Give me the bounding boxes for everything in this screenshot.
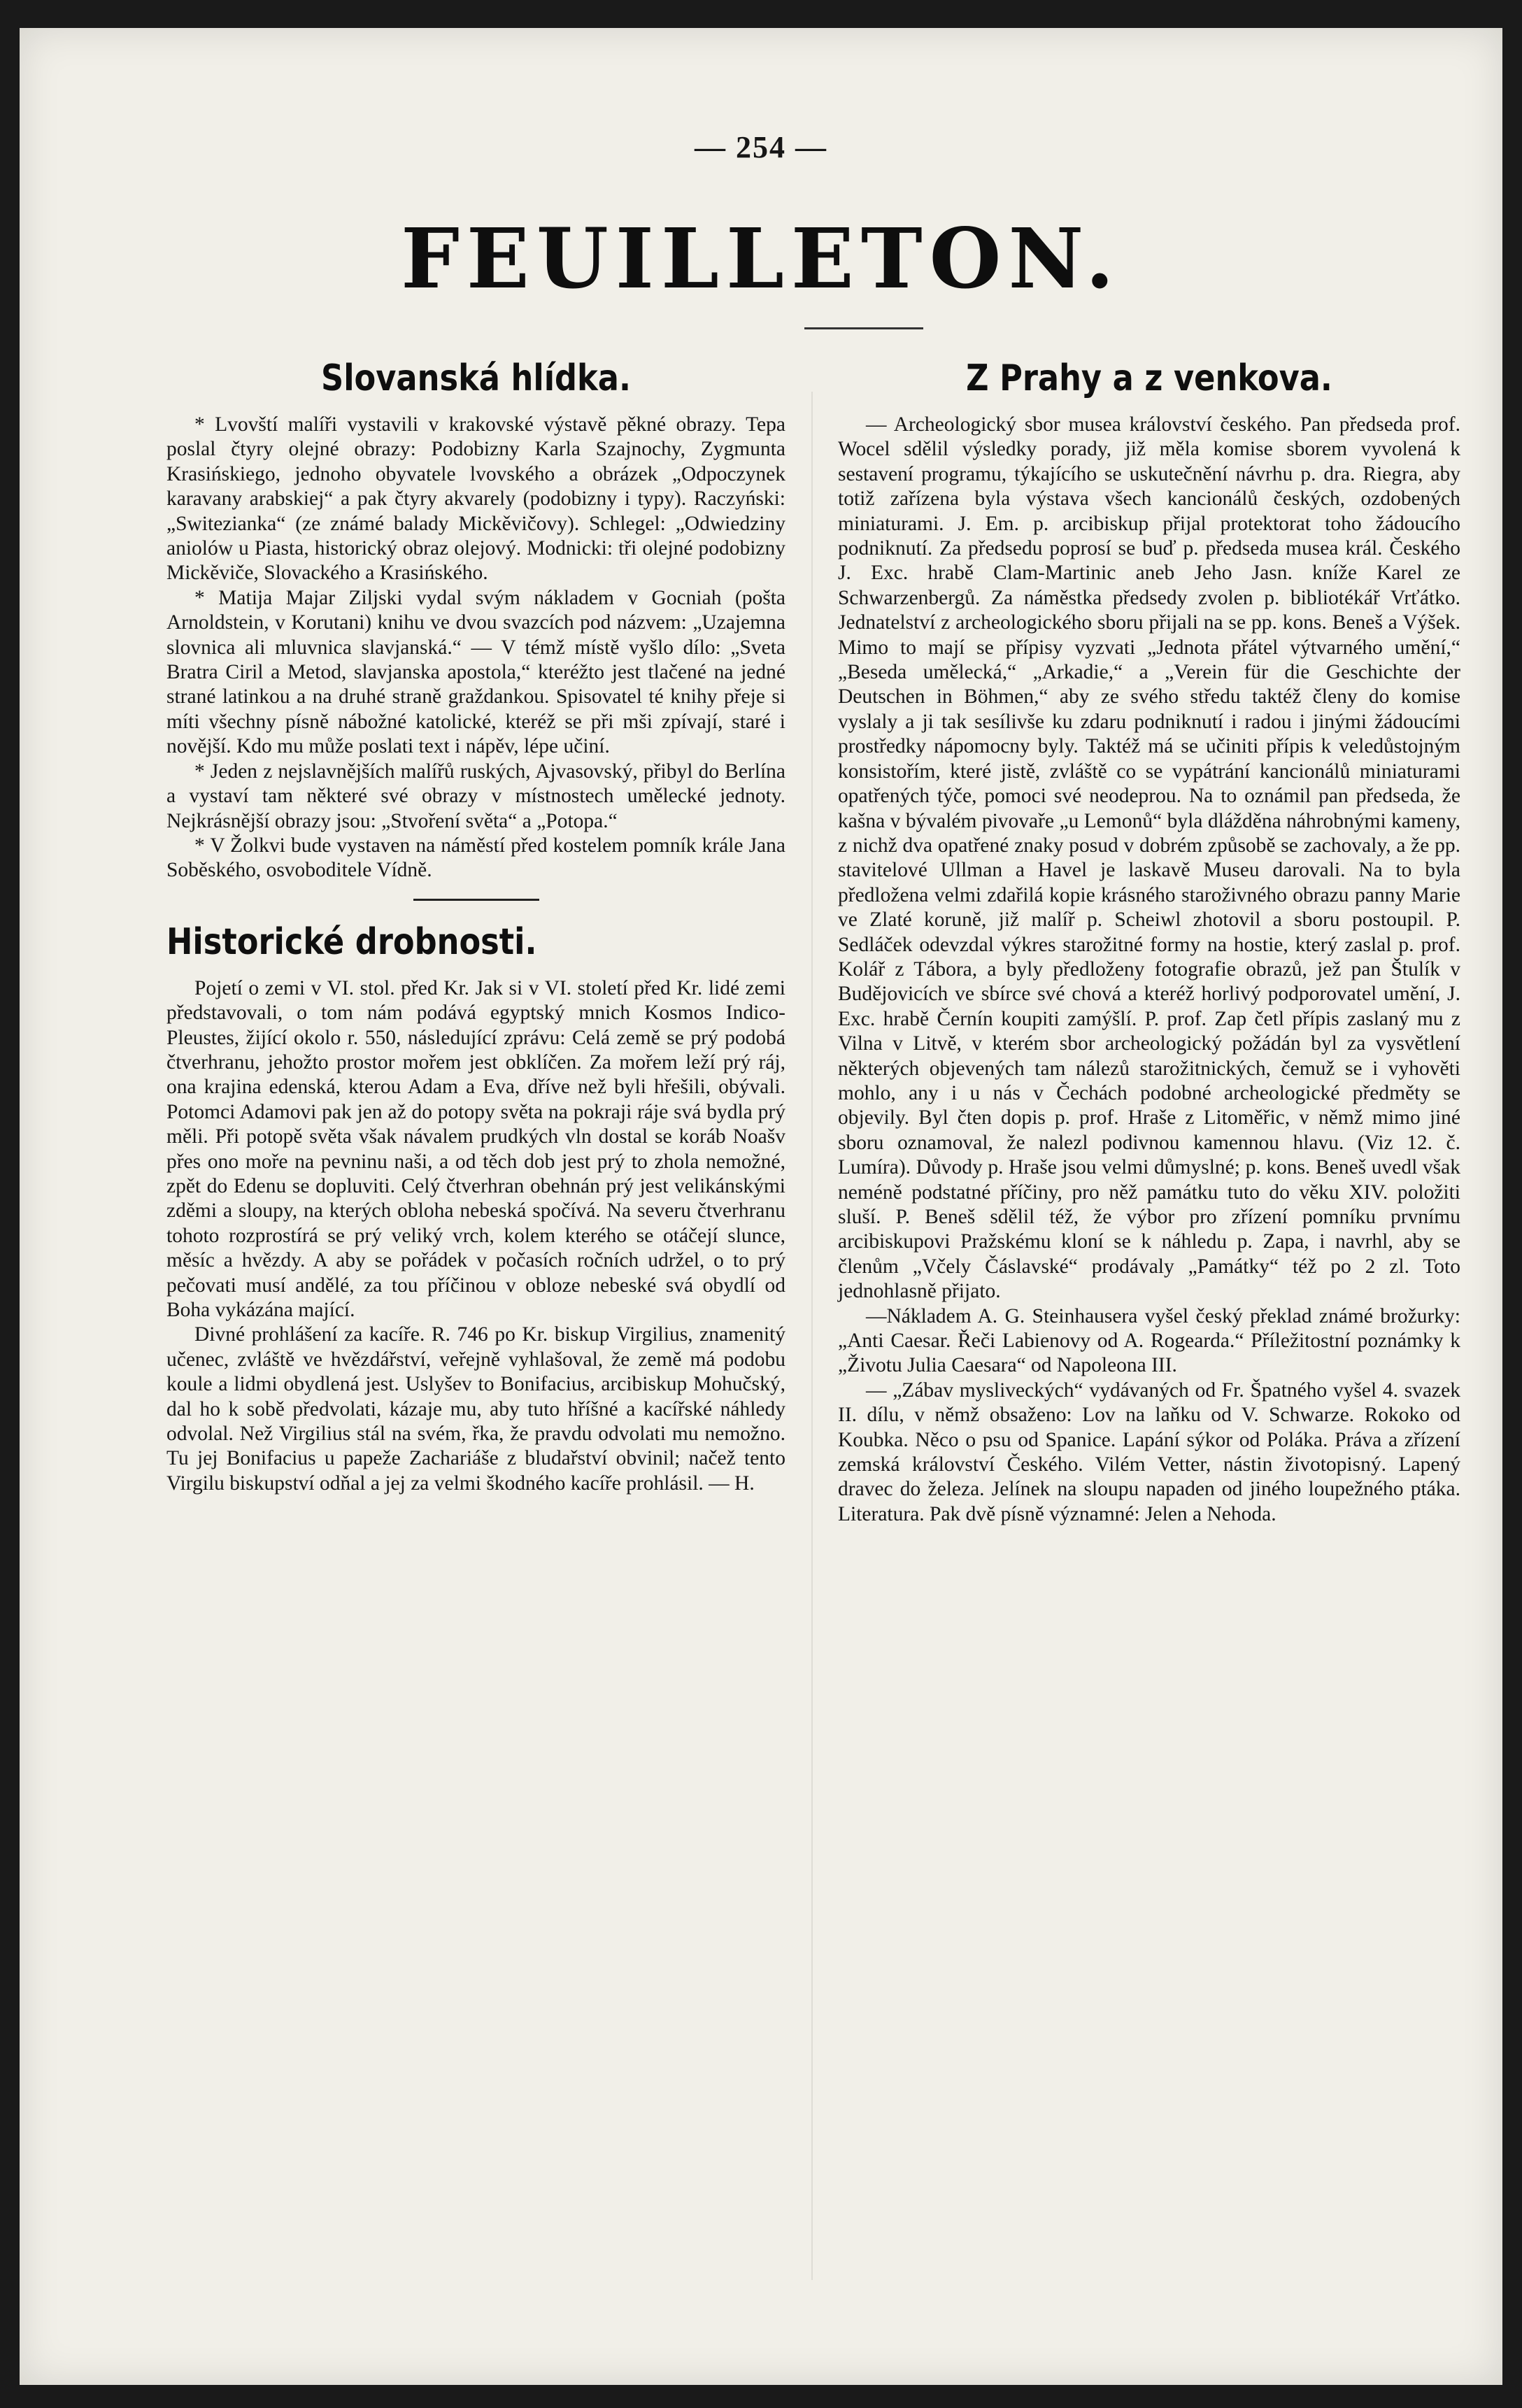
news-item: — Archeologický sbor musea království českého. Pan předseda prof. Wocel sdělil výsledky porady, již měla komise sborem vyvolená k sestavení programu, týkajícího se uskutečnění návrhu p. dra. Riegra, aby totiž zařízena byla výstava všech kancionálů českých, ozdobených miniaturami. J. Em. p. arcibiskup přijal protektorat toho žádoucího podniknutí. Za předsedu poprosí se buď p. předseda musea král. Českého J. Exc. hrabě Clam-Martinic aneb Jeho Jasn. kníže Karel ze Schwarzenbergů. Za náměstka předsedy zvolen p. bibliotékář Vrťátko. Jednatelství z archeologického sboru přijali na se pp. kons. Beneš a Výšek. Mimo to mají se přípisy vyzvati „Jednota přátel výtvarného umění,“ „Beseda umělecká,“ „Arkadie,“ a „Verein für die Geschichte der Deutschen in Böhmen,“ aby ze svého středu taktéž členy do komise vyslaly a ji tak sesílivše ku zdaru podniknutí i radou i jinými žádoucími prostředky nápomocny byly. Taktéž má se učiniti přípis k veledůstojným konsistořím, které jistě, zvláště co se vypátrání kancionálů miniaturami opatřených týče, pomoci své neodeprou. Na to oznámil pan předseda, že kašna v bývalém pivovaře „u Lemonů“ byla dlážděna náhrobnými kameny, z nichž dva opatřené znaky posud v dobrém způsobě se zachovaly, a že pp. stavitelové Ullman a Havel je laskavě Museu darovali. Na to byla předložena velmi zdařilá kopie krásného staroživného obrazu panny Marie ve Zlaté koruně, již malíř p. Scheiwl zhotovil a sboru postoupil. P. Sedláček odevzdal výkres starožitné formy na hostie, který zaslal p. prof. Kolář z Tábora, a byly předloženy fotografie obrazů, jež pan Štulík v Budějovicích ve sbírce své chová a kteréž horlivý podporovatel umění, J. Exc. hrabě Černín koupiti zamýšlí. P. prof. Zap četl přípis zaslaný mu z Vilna v Litvě, v kterém sbor archeologický požádán byl za vysvětlení některých objevených tam nálezů starožitnických, čemuž se i vyhověti mohlo, any i u nás v Čechách podobné archeologické předměty se objevily. Byl čten dopis p. prof. Hraše z Litoměřic, v němž mimo jiné sboru oznamoval, že nalezl podivnou kamennou hlavu. (Viz 12. č. Lumíra). Důvody p. Hraše jsou velmi důmyslné; p. kons. Beneš uvedl však neméně podstatné příčiny, pro něž památku tuto do věku XIV. položiti sluší. P. Beneš sdělil též, že výbor pro zřízení pomníku prvnímu arcibiskupovi Pražskému kloní se k náhledu p. Zapa, i navrhl, aby se členům „Včely Čáslavské“ prodávaly „Památky“ též po 2 zl. Toto jednohlasně přijato. (838, 413, 1460, 1303)
masthead-title: FEUILLETON. (401, 210, 1121, 307)
news-item: * V Žolkvi bude vystaven na náměstí před kostelem pomník krále Jana Soběského, osvoboditele Vídně. (166, 834, 785, 882)
masthead-rule (804, 327, 923, 329)
section-title-slovanska-hlidka: Slovanská hlídka. (321, 357, 631, 399)
section-title-historicke-drobnosti: Historické drobnosti. (166, 920, 537, 963)
news-item: —Nákladem A. G. Steinhausera vyšel český překlad známé brožurky: „Anti Caesar. Řeči Labienovy od A. Rogearda.“ Příležitostní poznámky k „Životu Julia Caesara“ od Napoleona III. (838, 1304, 1460, 1377)
page-number: — 254 — (695, 130, 827, 164)
section-divider (413, 899, 539, 901)
section-title-z-prahy: Z Prahy a z venkova. (966, 357, 1332, 399)
news-item: * Jeden z nejslavnějších malířů ruských, Ajvasovský, přibyl do Berlína a vystaví tam některé své obrazy v místnostech umělecké jednoty. Nejkrásnější obrazy jsou: „Stvoření světa“ a „Potopa.“ (166, 760, 785, 832)
article-paragraph: Pojetí o zemi v VI. stol. před Kr. Jak si v VI. století před Kr. lidé zemi představovali, o tom nám podává egyptský mnich Kosmos Indico-Pleustes, žijící okolo r. 550, následující zprávu: Celá země se prý podobá čtverhranu, jehožto prostor mořem jest obklíčen. Za mořem leží prý ráj, ona krajina edenská, kterou Adam a Eva, dříve než byli hřešili, obývali. Potomci Adamovi pak jen až do potopy světa na pokraji ráje svá bydla prý měli. Při potopě světa však návalem prudkých vln dostal se koráb Noašv přes ono moře na pevninu naši, a od těch dob jest prý to zhola nemožné, zpět do Edenu se dopluviti. Celý čtverhran obehnán prý jest velikánskými zděmi a sloupy, na kterých obloha nebeská spočívá. Na severu čtverhranu tohoto rozprostírá se prý veliký vrch, kolem kterého se otáčejí slunce, měsíc a hvězdy. A aby se pořádek v počasích ročních udržel, o to prý pečovati musí andělé, za tou příčinou v obloze nebeské svá obydlí od Boha vykázána mající. (166, 976, 785, 1321)
article-paragraph: Divné prohlášení za kacíře. R. 746 po Kr. biskup Virgilius, znamenitý učenec, zvláště ve hvězdářství, veřejně vyhlašoval, že země má podobu koule a lidmi obydlená jest. Uslyšev to Bonifacius, arcibiskup Mohučský, dal ho k sobě předvolati, kázaje mu, aby tuto hříšné a kacířské náhledy odvolal. Než Virgilius stál na svém, řka, že pravdu odvolati mu nemožno. Tu jej Bonifacius u papeže Zachariáše z bludařství obvinil; načež tento Virgilu biskupství odňal a jej za velmi škodného kacíře prohlásil. — H. (166, 1323, 785, 1495)
news-item: * Lvovští malíři vystavili v krakovské výstavě pěkné obrazy. Tepa poslal čtyry olejné obrazy: Podobizny Karla Szajnochy, Zygmunta Krasińskiego, jednoho obyvatele lvovského a obrázek „Odpoczynek karavany arabskiej“ a pak čtyry akvarely (podobizny i typy). Raczyński: „Switezianka“ (ze známé balady Mickěvičovy). Schlegel: „Odwiedziny aniolów u Piasta, historický obraz olejový. Modnicki: tři olejné podobizny Mickěviče, Slovackého a Krasińského. (166, 413, 785, 585)
news-item: — „Zábav mysliveckých“ vydávaných od Fr. Špatného vyšel 4. svazek II. dílu, v němž obsaženo: Lov na laňku od V. Schwarze. Rokoko od Koubka. Něco o psu od Spanice. Lapání sýkor od Poláka. Práva a zřízení zemská království Českého. Vilém Vetter, nástin životopisný. Lapený dravec do železa. Jelínek na sloupu napaden od jiného loupežného ptáka. Literatura. Pak dvě písně významné: Jelen a Nehoda. (838, 1378, 1460, 1525)
news-item: * Matija Majar Ziljski vydal svým nákladem v Gocniah (pošta Arnoldstein, v Korutani) knihu ve dvou svazcích pod názvem: „Uzajemna slovnica ali mluvnica slavjanská.“ — V témž místě vyšlo dílo: „Sveta Bratra Ciril a Metod, slavjanska apostola,“ kteréžto jest tlačené na jedné strané latinkou a na druhé straně graždankou. Spisovatel té knihy přeje si míti všechny písně nábožné katolické, kteréž se při mši zpívají, staré i novější. Kdo mu může poslati text i nápěv, lépe učiní. (166, 586, 785, 758)
left-column (166, 357, 785, 1496)
column-separator (811, 392, 813, 2280)
right-column (838, 357, 1460, 1527)
